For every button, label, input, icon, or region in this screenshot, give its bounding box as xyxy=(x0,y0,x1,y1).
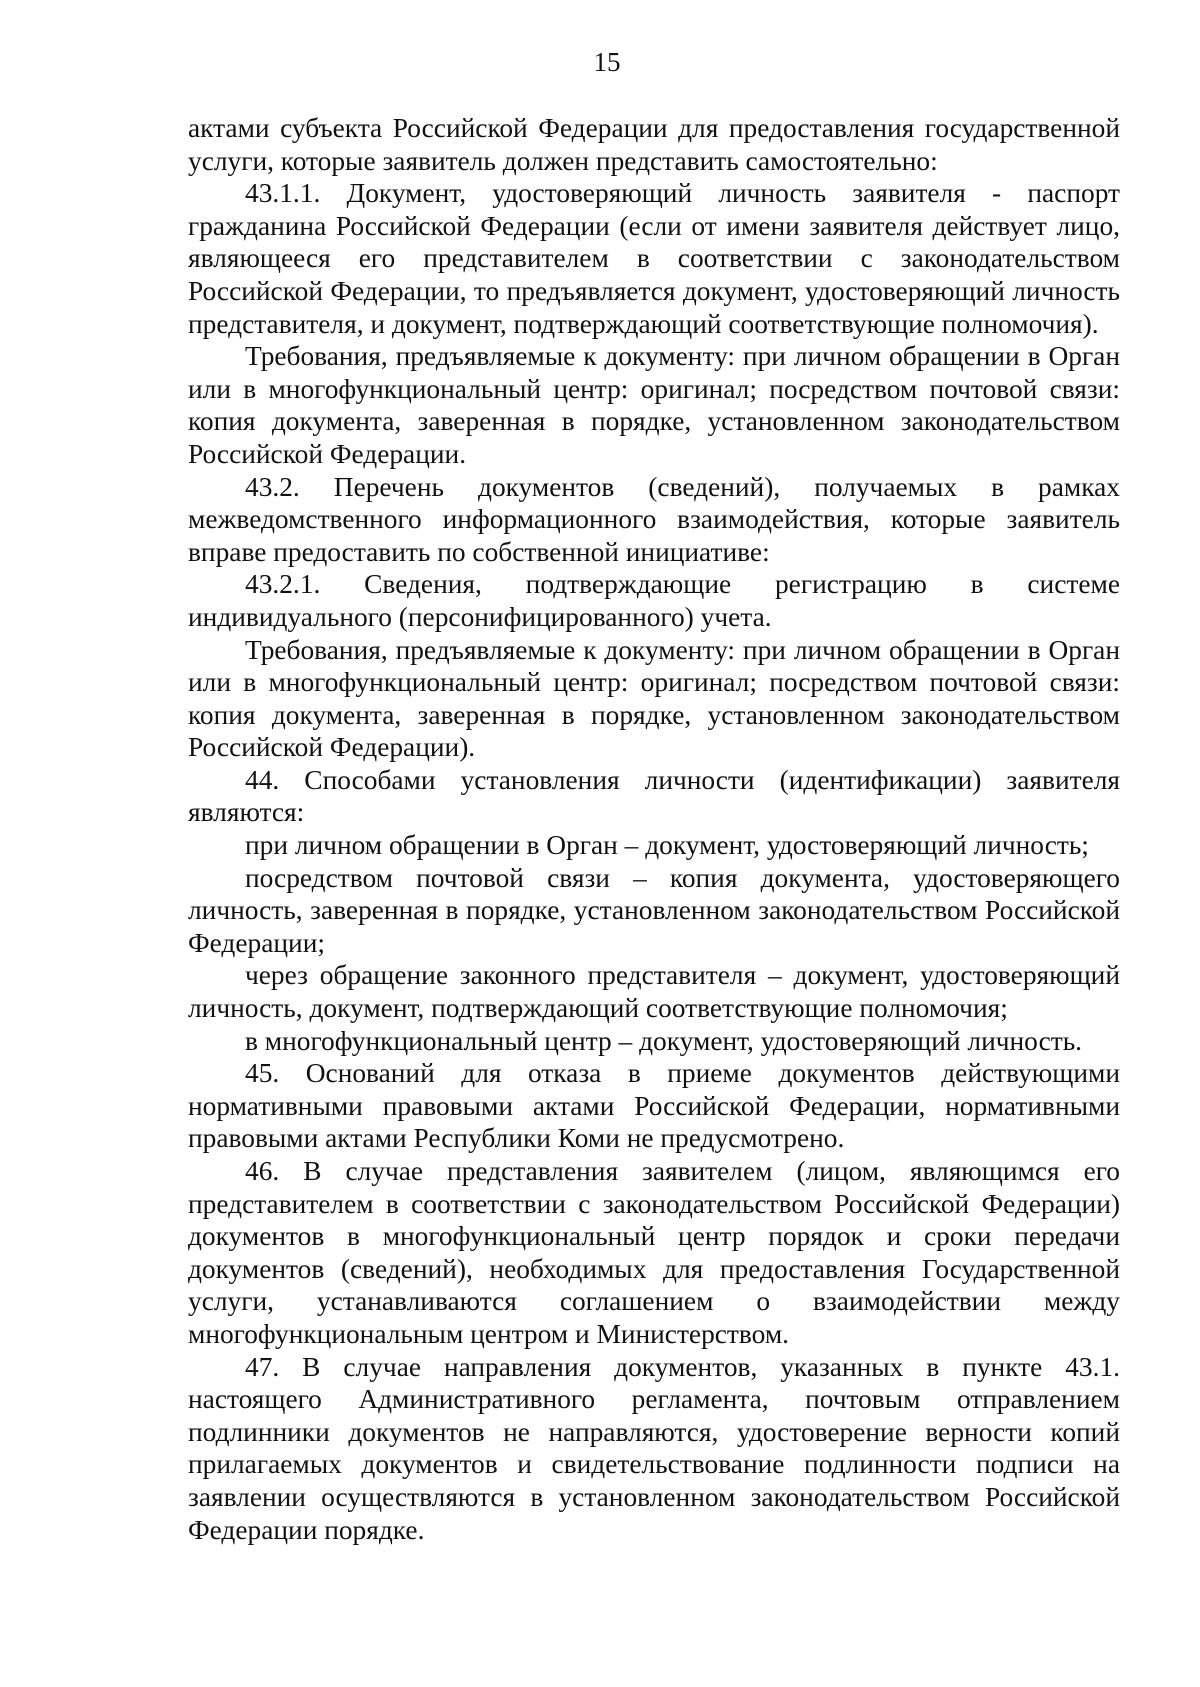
paragraph-43-2-1: 43.2.1. Сведения, подтверждающие регистрацию в системе индивидуального (персонифицированного) учета. xyxy=(188,569,1120,632)
paragraph-44-mfc: в многофункциональный центр – документ, удостоверяющий личность. xyxy=(245,1025,1083,1056)
paragraph-requirements-1: Требования, предъявляемые к документу: при личном обращении в Орган или в многофункциональный центр: оригинал; посредством почтовой связи: копия документа, заверенная в порядке, установленном законодательством Российской Федерации. xyxy=(188,341,1120,469)
page-number: 15 xyxy=(593,47,621,77)
document-body xyxy=(188,112,1120,1546)
paragraph-46: 46. В случае представления заявителем (лицом, являющимся его представителем в соответствии с законодательством Российской Федерации) документов в многофункциональный центр порядок и сроки передачи документов (сведений), необходимых для предоставления Государственной услуги, устанавливаются соглашением о взаимодействии между многофункциональным центром и Министерством. xyxy=(188,1156,1120,1349)
paragraph-45: 45. Оснований для отказа в приеме документов действующими нормативными правовыми актами Российской Федерации, нормативными правовыми актами Республики Коми не предусмотрено. xyxy=(188,1058,1120,1154)
paragraph-44-by-post: посредством почтовой связи – копия документа, удостоверяющего личность, заверенная в порядке, установленном законодательством Российской Федерации; xyxy=(188,862,1120,958)
paragraph-requirements-2: Требования, предъявляемые к документу: при личном обращении в Орган или в многофункциональный центр: оригинал; посредством почтовой связи: копия документа, заверенная в порядке, установленном законодательством Российской Федерации). xyxy=(188,634,1120,763)
paragraph-44: 44. Способами установления личности (идентификации) заявителя являются: xyxy=(188,764,1120,828)
paragraph-continuation: актами субъекта Российской Федерации для предоставления государственной услуги, которые заявитель должен представить самостоятельно: xyxy=(188,113,1120,176)
paragraph-44-in-person: при личном обращении в Орган – документ, удостоверяющий личность; xyxy=(245,830,1089,861)
paragraph-47: 47. В случае направления документов, указанных в пункте 43.1. настоящего Административного регламента, почтовым отправлением подлинники документов не направляются, удостоверение верности копий прилагаемых документов и свидетельствование подлинности подписи на заявлении осуществляются в установленном законодательством Российской Федерации порядке. xyxy=(188,1351,1120,1545)
paragraph-43-1-1: 43.1.1. Документ, удостоверяющий личность заявителя - паспорт гражданина Российской Федерации (если от имени заявителя действует лицо, являющееся его представителем в соответствии с законодательством Российской Федерации, то предъявляется документ, удостоверяющий личность представителя, и документ, подтверждающий соответствующие полномочия). xyxy=(188,178,1120,339)
paragraph-44-representative: через обращение законного представителя – документ, удостоверяющий личность, документ, подтверждающий соответствующие полномочия; xyxy=(188,960,1120,1024)
paragraph-43-2: 43.2. Перечень документов (сведений), получаемых в рамках межведомственного информационного взаимодействия, которые заявитель вправе предоставить по собственной инициативе: xyxy=(188,471,1120,567)
